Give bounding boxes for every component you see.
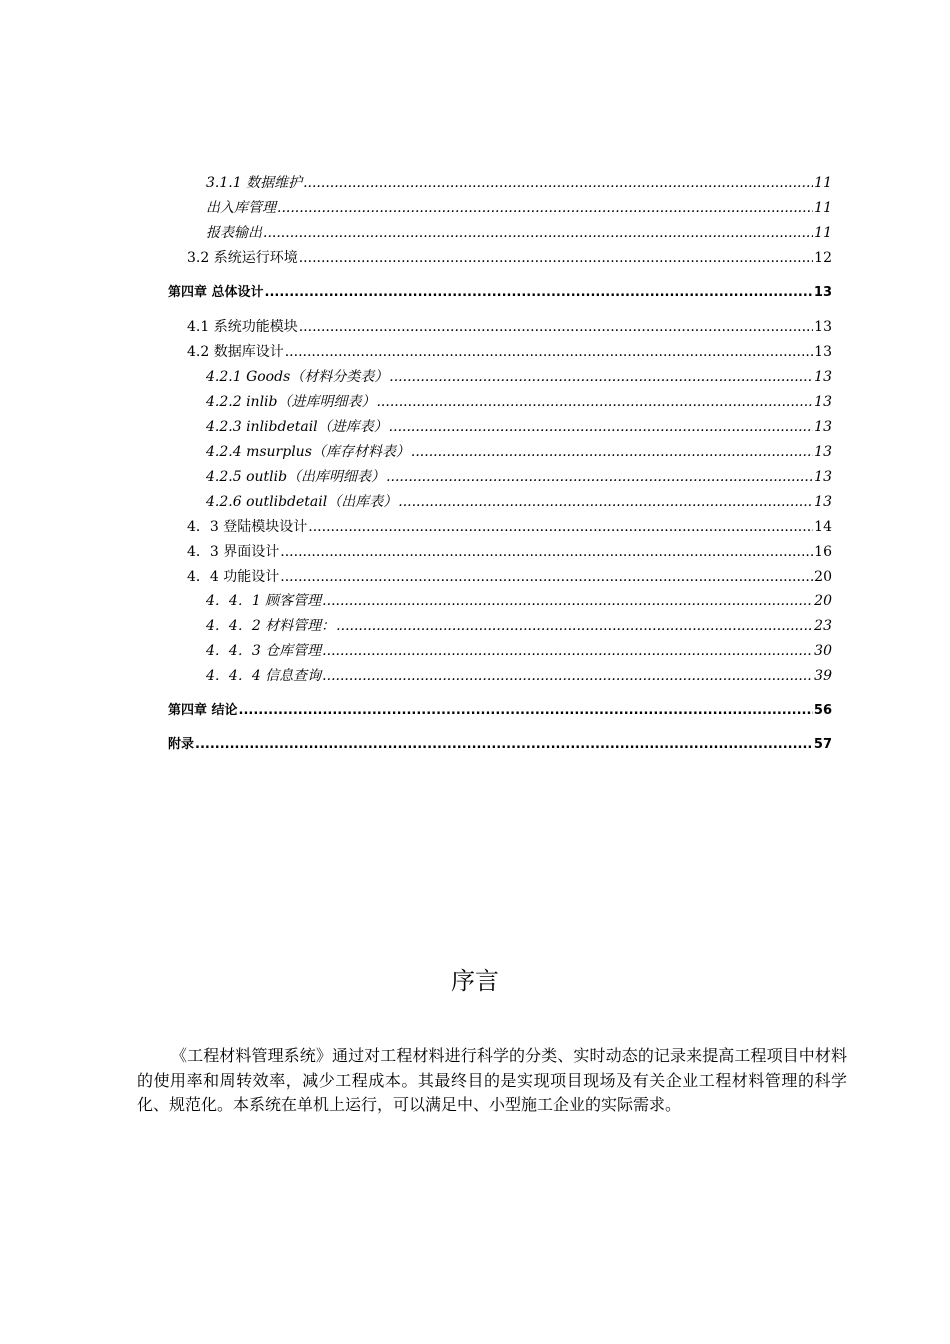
toc-entry-page: 11 (814, 200, 832, 216)
toc-entry-title: 4.2.2 inlib（进库明细表） (206, 394, 376, 410)
toc-entry-title: 4.2.6 outlibdetail（出库表） (206, 494, 398, 510)
toc-entry-title: 4．4．2 材料管理： (206, 618, 336, 634)
toc-leader (389, 418, 814, 436)
toc-entry[interactable] (187, 318, 832, 336)
toc-leader (411, 443, 813, 461)
toc-entry-title: 4．4．4 信息查询 (206, 668, 322, 684)
toc-entry-title: 4.1 系统功能模块 (187, 319, 298, 335)
toc-leader (285, 343, 813, 361)
toc-entry-page: 11 (814, 225, 832, 241)
toc-entry[interactable] (206, 617, 832, 635)
toc-entry[interactable] (187, 568, 832, 586)
toc-entry-page: 57 (813, 737, 832, 752)
toc-leader (322, 667, 813, 685)
toc-leader (263, 224, 813, 242)
toc-leader (336, 617, 813, 635)
toc-entry-page: 11 (814, 175, 832, 191)
toc-entry-title: 出入库管理 (206, 200, 276, 216)
toc-entry[interactable] (206, 174, 832, 192)
preface-title: 序言 (451, 967, 499, 995)
toc-entry-title: 第四章 结论 (168, 703, 238, 718)
toc-entry-title: 4.2.1 Goods（材料分类表） (206, 369, 389, 385)
toc-leader (389, 368, 813, 386)
toc-entry-title: 4.2 数据库设计 (187, 344, 284, 360)
toc-entry[interactable] (206, 443, 832, 461)
toc-entry-title: 4.2.3 inlibdetail（进库表） (206, 419, 388, 435)
toc-entry-page: 13 (814, 394, 832, 410)
toc-entry[interactable] (206, 199, 832, 217)
toc-leader (386, 468, 813, 486)
toc-leader (303, 174, 813, 192)
toc-entry[interactable] (187, 249, 832, 267)
toc-leader (376, 393, 813, 411)
toc-entry-page: 13 (814, 494, 832, 510)
toc-entry[interactable] (206, 468, 832, 486)
toc-leader (277, 199, 813, 217)
toc-entry-page: 39 (814, 668, 832, 684)
toc-entry-page: 12 (814, 250, 832, 266)
toc-entry-page: 16 (814, 544, 832, 560)
toc-entry-page: 20 (814, 593, 832, 609)
toc-entry-title: 4．3 界面设计 (187, 544, 280, 560)
toc-entry[interactable] (187, 543, 832, 561)
toc-entry-page: 13 (813, 285, 832, 300)
toc-leader (322, 642, 813, 660)
toc-leader (280, 568, 813, 586)
toc-entry[interactable] (206, 667, 832, 685)
toc-entry-title: 4．4．1 顾客管理 (206, 593, 322, 609)
toc-entry[interactable] (206, 224, 832, 242)
toc-entry[interactable] (206, 393, 832, 411)
toc-entry-page: 13 (814, 344, 832, 360)
toc-entry-page: 56 (813, 703, 832, 718)
preface-paragraph: 《工程材料管理系统》通过对工程材料进行科学的分类、实时动态的记录来提高工程项目中材料的使用率和周转效率，减少工程成本。其最终目的是实现项目现场及有关企业工程材料管理的科学化、规范化。本系统在单机上运行，可以满足中、小型施工企业的实际需求。 (137, 1046, 847, 1114)
toc-entry-title: 4．4 功能设计 (187, 569, 280, 585)
toc-entry-title: 3.1.1 数据维护 (206, 175, 303, 191)
toc-entry[interactable] (206, 592, 832, 610)
toc-entry-page: 30 (814, 643, 832, 659)
toc-entry-page: 14 (814, 519, 832, 535)
toc-entry-title: 4．4．3 仓库管理 (206, 643, 322, 659)
toc-entry-title: 报表输出 (206, 225, 262, 241)
toc-entry[interactable] (206, 368, 832, 386)
toc-entry-page: 13 (814, 444, 832, 460)
toc-entry-page: 20 (814, 569, 832, 585)
toc-entry-title: 第四章 总体设计 (168, 285, 264, 300)
toc-leader (308, 518, 813, 536)
toc-leader (265, 284, 813, 302)
toc-leader (195, 736, 813, 754)
toc-leader (322, 592, 813, 610)
toc-entry[interactable] (187, 343, 832, 361)
toc-leader (239, 702, 813, 720)
toc-entry[interactable] (206, 642, 832, 660)
toc-entry[interactable] (206, 418, 832, 436)
toc-entry[interactable] (168, 284, 832, 302)
toc-entry-page: 13 (814, 369, 832, 385)
toc-leader (398, 493, 813, 511)
toc-leader (299, 249, 813, 267)
toc-entry[interactable] (187, 518, 832, 536)
toc-entry[interactable] (168, 702, 832, 720)
toc-entry[interactable] (168, 736, 832, 754)
toc-entry-page: 13 (814, 469, 832, 485)
toc-entry-title: 附录 (168, 737, 195, 752)
toc-entry-title: 4．3 登陆模块设计 (187, 519, 308, 535)
toc-entry-title: 4.2.4 msurplus（库存材料表） (206, 444, 410, 460)
toc-entry-title: 4.2.5 outlib（出库明细表） (206, 469, 386, 485)
toc-entry-title: 3.2 系统运行环境 (187, 250, 298, 266)
toc-entry-page: 13 (814, 319, 832, 335)
toc-leader (299, 318, 813, 336)
toc-entry-page: 23 (814, 618, 832, 634)
toc-entry[interactable] (206, 493, 832, 511)
toc-entry-page: 13 (814, 419, 832, 435)
toc-leader (280, 543, 813, 561)
